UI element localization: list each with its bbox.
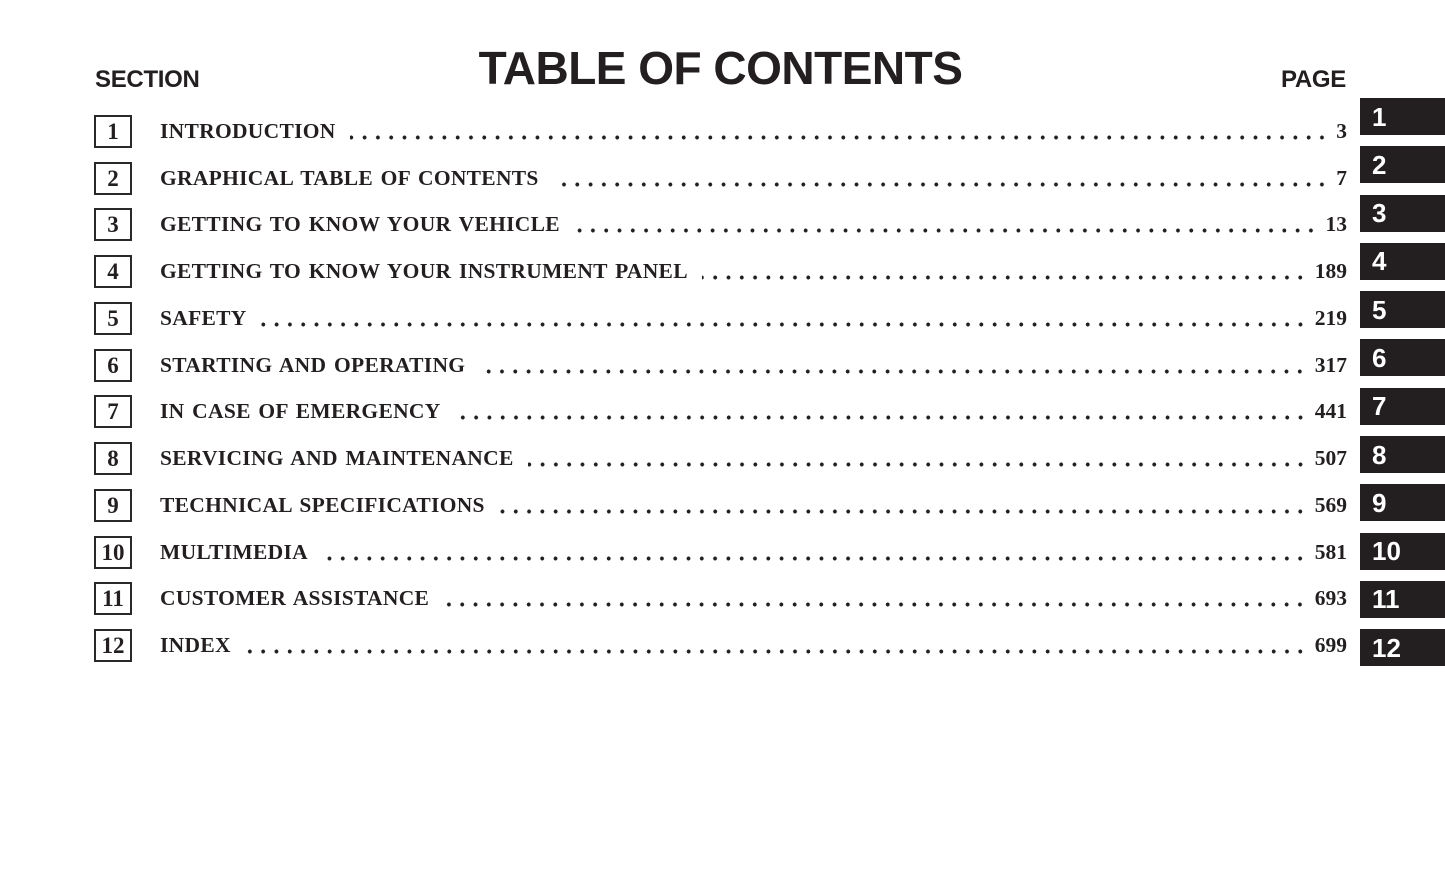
thumb-tab: 7	[1360, 388, 1445, 425]
toc-row	[94, 155, 1347, 202]
toc-row	[94, 202, 1347, 249]
section-number: 8	[107, 446, 119, 472]
toc-row	[94, 248, 1347, 295]
dot-leader	[553, 182, 1329, 187]
page-number: 569	[1314, 492, 1347, 517]
dot-leader	[443, 602, 1307, 607]
section-number-box	[94, 442, 132, 475]
page-number: 3	[1336, 118, 1347, 143]
section-number-box	[94, 162, 132, 195]
thumb-tab: 10	[1360, 533, 1445, 570]
page-number: 317	[1314, 352, 1347, 377]
dot-leader	[322, 556, 1307, 561]
dot-leader	[261, 322, 1307, 327]
section-title: GRAPHICAL TABLE OF CONTENTS	[160, 165, 539, 190]
page-number: 699	[1314, 633, 1347, 658]
toc-row	[94, 529, 1347, 576]
section-number-box	[94, 349, 132, 382]
toc-row	[94, 622, 1347, 669]
section-title: MULTIMEDIA	[160, 539, 308, 564]
page-number: 441	[1314, 399, 1347, 424]
thumb-tab: 6	[1360, 339, 1445, 376]
thumb-tab: 12	[1360, 629, 1445, 666]
section-number-box	[94, 629, 132, 662]
toc-row	[94, 295, 1347, 342]
thumb-tab: 11	[1360, 581, 1445, 618]
section-title: IN CASE OF EMERGENCY	[160, 399, 441, 424]
section-number: 3	[107, 212, 119, 238]
page-number: 507	[1314, 446, 1347, 471]
section-title: SAFETY	[160, 305, 247, 330]
section-number: 4	[107, 259, 119, 285]
dot-leader	[350, 135, 1329, 140]
section-number: 12	[101, 633, 125, 659]
section-title: CUSTOMER ASSISTANCE	[160, 586, 430, 611]
toc-row	[94, 108, 1347, 155]
section-number: 6	[107, 352, 119, 378]
section-title: INTRODUCTION	[160, 118, 336, 143]
page-number: 693	[1314, 586, 1347, 611]
dot-leader	[455, 415, 1307, 420]
toc-row	[94, 576, 1347, 623]
toc-row	[94, 435, 1347, 482]
section-number-box	[94, 115, 132, 148]
thumb-tab: 4	[1360, 243, 1445, 280]
toc-list	[94, 108, 1347, 669]
page-title: TABLE OF CONTENTS	[478, 42, 963, 94]
toc-row	[94, 389, 1347, 436]
thumb-tab: 5	[1360, 291, 1445, 328]
section-title: STARTING AND OPERATING	[160, 352, 466, 377]
page-number: 13	[1325, 212, 1347, 237]
section-number: 1	[107, 118, 119, 144]
thumb-tab: 9	[1360, 484, 1445, 521]
toc-row	[94, 342, 1347, 389]
section-title: SERVICING AND MAINTENANCE	[160, 446, 514, 471]
page-column-label: PAGE	[1280, 66, 1346, 93]
toc-row	[94, 482, 1347, 529]
section-number: 9	[107, 492, 119, 518]
section-number-box	[94, 489, 132, 522]
section-number-box	[94, 395, 132, 428]
section-number-box	[94, 582, 132, 615]
section-number: 10	[101, 539, 125, 565]
section-number: 7	[107, 399, 119, 425]
section-title: GETTING TO KNOW YOUR INSTRUMENT PANEL	[160, 259, 688, 284]
section-number: 5	[107, 305, 119, 331]
section-number-box	[94, 208, 132, 241]
page-number: 581	[1314, 539, 1347, 564]
page-number: 189	[1314, 259, 1347, 284]
thumb-tab: 2	[1360, 146, 1445, 183]
section-number: 2	[107, 165, 119, 191]
dot-leader	[479, 369, 1306, 374]
section-number-box	[94, 302, 132, 335]
section-title: TECHNICAL SPECIFICATIONS	[160, 492, 485, 517]
section-number-box	[94, 536, 132, 569]
section-number: 11	[102, 586, 124, 612]
page-number: 7	[1336, 165, 1347, 190]
thumb-tab: 1	[1360, 98, 1445, 135]
dot-leader	[528, 462, 1307, 467]
section-title: INDEX	[160, 633, 231, 658]
dot-leader	[574, 228, 1318, 233]
dot-leader	[245, 649, 1307, 654]
thumb-tab: 3	[1360, 195, 1445, 232]
page-number: 219	[1314, 305, 1347, 330]
dot-leader	[702, 275, 1307, 280]
thumb-tab-rail	[1360, 98, 1445, 678]
dot-leader	[499, 509, 1307, 514]
section-title: GETTING TO KNOW YOUR VEHICLE	[160, 212, 560, 237]
section-number-box	[94, 255, 132, 288]
section-column-label: SECTION	[95, 66, 200, 93]
thumb-tab: 8	[1360, 436, 1445, 473]
